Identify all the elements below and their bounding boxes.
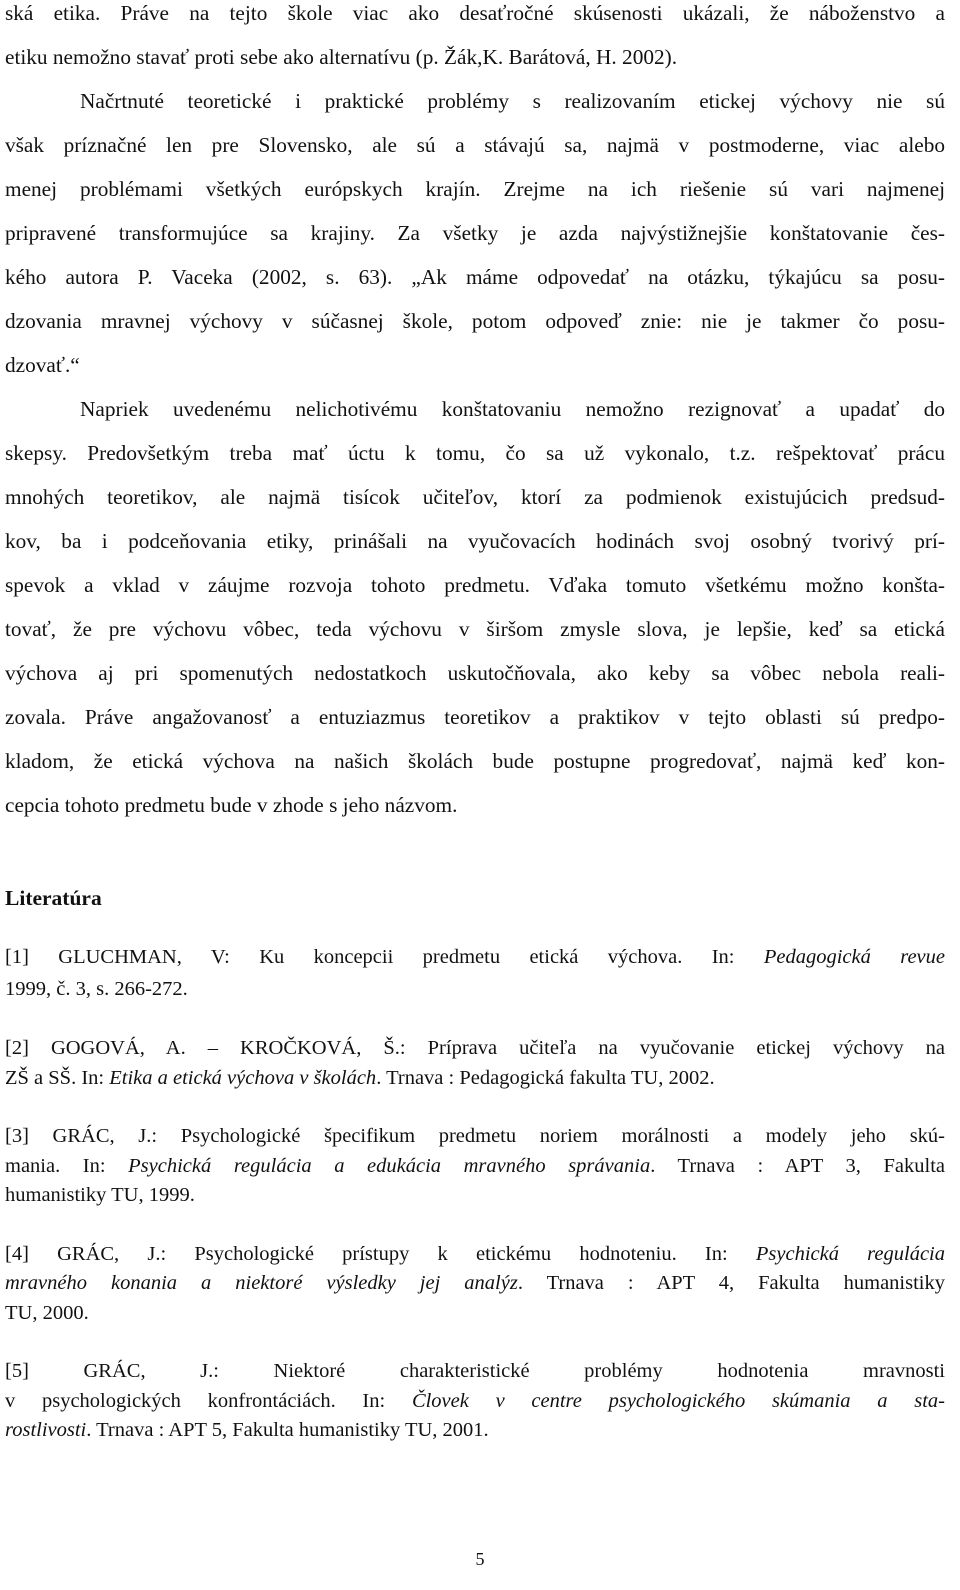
reference-line: humanistiky TU, 1999. — [5, 1184, 195, 1206]
reference-line: [2] GOGOVÁ, A. – KROČKOVÁ, Š.: Príprava učiteľa na vyučovanie etickej výchovy na — [5, 1037, 945, 1059]
reference-line: [3] GRÁC, J.: Psychologické špecifikum predmetu noriem morálnosti a modely jeho skú- — [5, 1125, 945, 1147]
text-line: skepsy. Predovšetkým treba mať úctu k tomu, čo sa už vykonalo, t.z. rešpektovať prácu — [5, 441, 945, 465]
reference-line: 1999, č. 3, s. 266-272. — [5, 978, 188, 1000]
text-line: výchova aj pri spomenutých nedostatkoch uskutočňovala, ako keby sa vôbec nebola reali- — [5, 661, 945, 685]
text-line: zovala. Práve angažovanosť a entuziazmus teoretikov a praktikov v tejto oblasti sú predpo- — [5, 705, 945, 729]
text-line: pripravené transformujúce sa krajiny. Za všetky je azda najvýstižnejšie konštatovanie čes- — [5, 221, 945, 245]
text-line: však príznačné len pre Slovensko, ale sú a stávajú sa, najmä v postmoderne, viac alebo — [5, 133, 945, 157]
reference-line: mravného konania a niektoré výsledky jej analýz. Trnava : APT 4, Fakulta humanistiky — [5, 1272, 945, 1294]
text-line: spevok a vklad v záujme rozvoja tohoto predmetu. Vďaka tomuto všetkému možno konšta- — [5, 573, 945, 597]
text-line: etiku nemožno stavať proti sebe ako alternatívu (p. Žák,K. Barátová, H. 2002). — [5, 45, 678, 69]
reference-line: mania. In: Psychická regulácia a edukácia mravného správania. Trnava : APT 3, Fakulta — [5, 1155, 945, 1177]
text-line: kladom, že etická výchova na našich školách bude postupne progredovať, najmä keď kon- — [5, 749, 945, 773]
text-line: cepcia tohoto predmetu bude v zhode s jeho názvom. — [5, 793, 458, 817]
text-line: mnohých teoretikov, ale najmä tisícok učiteľov, ktorí za podmienok existujúcich predsud- — [5, 485, 945, 509]
page-number: 5 — [475, 1549, 485, 1569]
reference-line: ZŠ a SŠ. In: Etika a etická výchova v školách. Trnava : Pedagogická fakulta TU, 2002. — [5, 1067, 715, 1089]
reference-line: [5] GRÁC, J.: Niektoré charakteristické problémy hodnotenia mravnosti — [5, 1360, 945, 1382]
reference-line: TU, 2000. — [5, 1302, 89, 1324]
reference-line: [4] GRÁC, J.: Psychologické prístupy k etickému hodnoteniu. In: Psychická regulácia — [5, 1243, 945, 1265]
reference-line: [1] GLUCHMAN, V: Ku koncepcii predmetu etická výchova. In: Pedagogická revue — [5, 946, 945, 968]
section-heading: Literatúra — [5, 886, 102, 910]
text-line: Načrtnuté teoretické i praktické problémy s realizovaním etickej výchovy nie sú — [80, 89, 945, 113]
text-line: dzovať.“ — [5, 353, 80, 377]
reference-line: v psychologických konfrontáciách. In: Človek v centre psychologického skúmania a sta- — [5, 1390, 945, 1412]
text-line: dzovania mravnej výchovy v súčasnej škole, potom odpoveď znie: nie je takmer čo posu- — [5, 309, 945, 333]
text-line: ská etika. Práve na tejto škole viac ako desaťročné skúsenosti ukázali, že náboženstvo a — [5, 1, 945, 25]
text-line: tovať, že pre výchovu vôbec, teda výchovu v širšom zmysle slova, je lepšie, keď sa etická — [5, 617, 945, 641]
text-line: menej problémami všetkých európskych krajín. Zrejme na ich riešenie sú vari najmenej — [5, 177, 945, 201]
text-line: Napriek uvedenému nelichotivému konštatovaniu nemožno rezignovať a upadať do — [80, 397, 945, 421]
text-line: kého autora P. Vaceka (2002, s. 63). „Ak máme odpovedať na otázku, týkajúcu sa posu- — [5, 265, 945, 289]
text-line: kov, ba i podceňovania etiky, prinášali na vyučovacích hodinách svoj osobný tvorivý prí- — [5, 529, 945, 553]
reference-line: rostlivosti. Trnava : APT 5, Fakulta humanistiky TU, 2001. — [5, 1419, 489, 1441]
